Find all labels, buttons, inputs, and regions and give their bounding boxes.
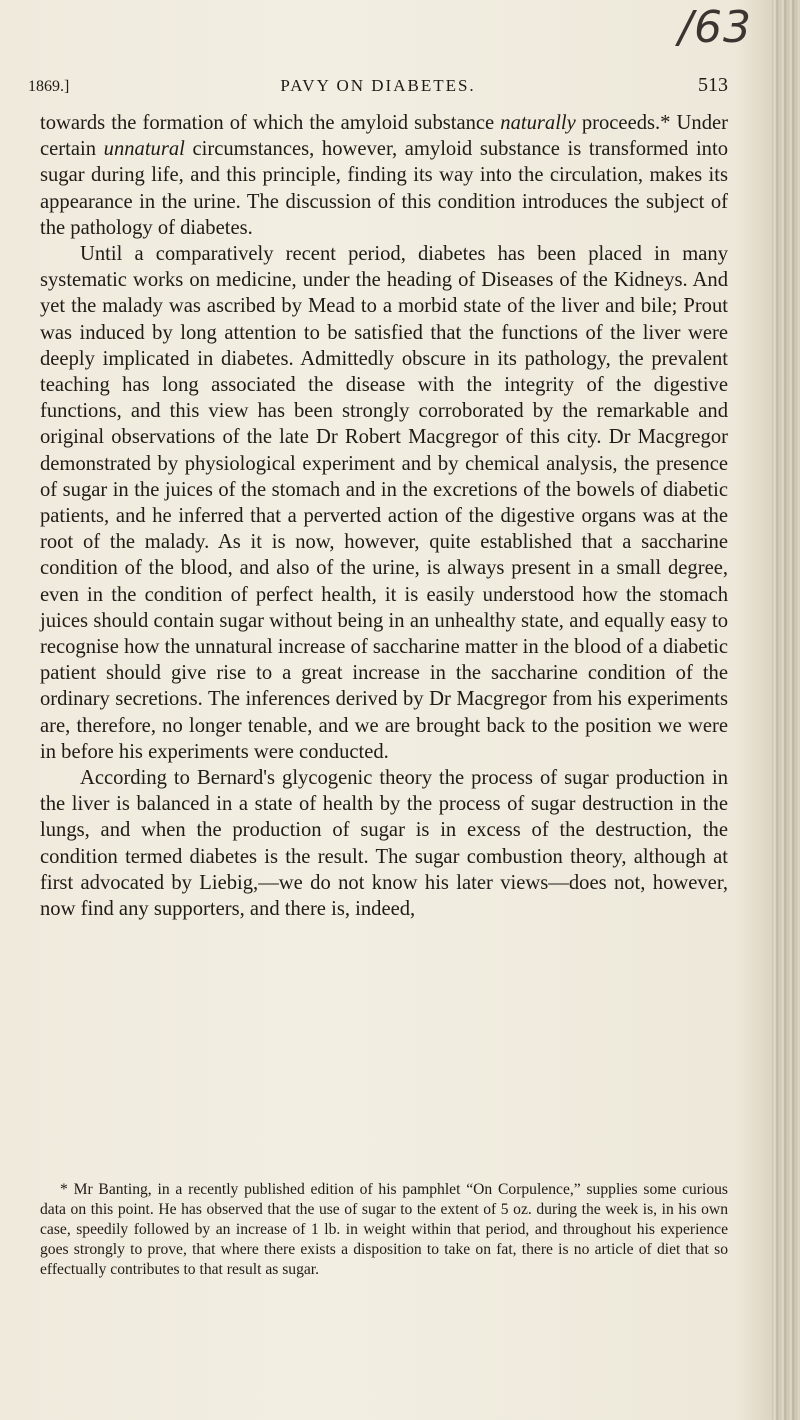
paragraph-1-text-c: circumstances, however, amyloid substance is transformed into sugar during life, and this principle, finding its way into the circulation, makes its appearance in the urine. The discussion of this condition introduces the subject of the pathology of diabetes. — [40, 138, 729, 239]
running-head-year: 1869.] — [28, 78, 70, 95]
paragraph-1-text-a: towards the formation of which the amyloid substance — [40, 112, 501, 134]
footnote-text: * Mr Banting, in a recently published edition of his pamphlet “On Corpulence,” supplies some curious data on this point. He has observed that the use of sugar to the extent of 5 oz. during the week is, in his own case, speedily followed by an increase of 1 lb. in weight within that period, and throughout his experience goes strongly to prove, that where there exists a disposition to take on fat, there is no article of diet that so effectually contributes to that result as sugar. — [40, 1181, 728, 1278]
paragraph-1-italic-unnatural: unnatural — [103, 138, 185, 161]
paragraph-1-text-b: proceeds.* Under certain — [40, 112, 728, 161]
running-head-title: PAVY ON DIABETES. — [280, 76, 476, 95]
footnote — [40, 1180, 728, 1280]
handwritten-folio-mark: /63 — [678, 2, 752, 53]
page-number: 513 — [698, 74, 728, 96]
page-edge-shadow — [772, 0, 800, 1420]
body-text — [40, 110, 728, 922]
paragraph-1 — [40, 110, 728, 241]
running-head — [28, 72, 728, 102]
paragraph-3: According to Bernard's glycogenic theory the process of sugar production in the liver is balanced in a state of health by the process of sugar destruction in the lungs, and when the production of sugar is in excess of the destruction, the condition termed diabetes is the result. The sugar combustion theory, although at first advocated by Liebig,—we do not know his later views—does not, however, now find any supporters, and there is, indeed, — [40, 767, 728, 921]
paragraph-1-italic-naturally: naturally — [500, 112, 576, 134]
paragraph-2: Until a comparatively recent period, diabetes has been placed in many systematic works on medicine, under the heading of Diseases of the Kidneys. And yet the malady was ascribed by Mead to a morbid state of the liver and bile; Prout was induced by long attention to be satisfied that the functions of the liver were deeply implicated in diabetes. Admittedly obscure in its pathology, the prevalent teaching has long associated the disease with the integrity of the digestive functions, and this view has been strongly corroborated by the remarkable and original observations of the late Dr Robert Macgregor of this city. Dr Macgregor demonstrated by physiological experiment and by chemical analysis, the presence of sugar in the juices of the stomach and in the excretions of the bowels of diabetic patients, and he inferred that a perverted action of the digestive organs was at the root of the malady. As it is now, however, quite established that a saccharine condition of the blood, and also of the urine, is always present in a small degree, even in the condition of perfect health, it is easily understood how the stomach juices should contain sugar without being in an unhealthy state, and equally easy to recognise how the unnatural increase of saccharine matter in the blood of a diabetic patient should give rise to a great increase in the saccharine condition of the ordinary secretions. The inferences derived by Dr Macgregor from his experiments are, therefore, no longer tenable, and we are brought back to the position we were in before his experiments were conducted. — [40, 243, 728, 763]
